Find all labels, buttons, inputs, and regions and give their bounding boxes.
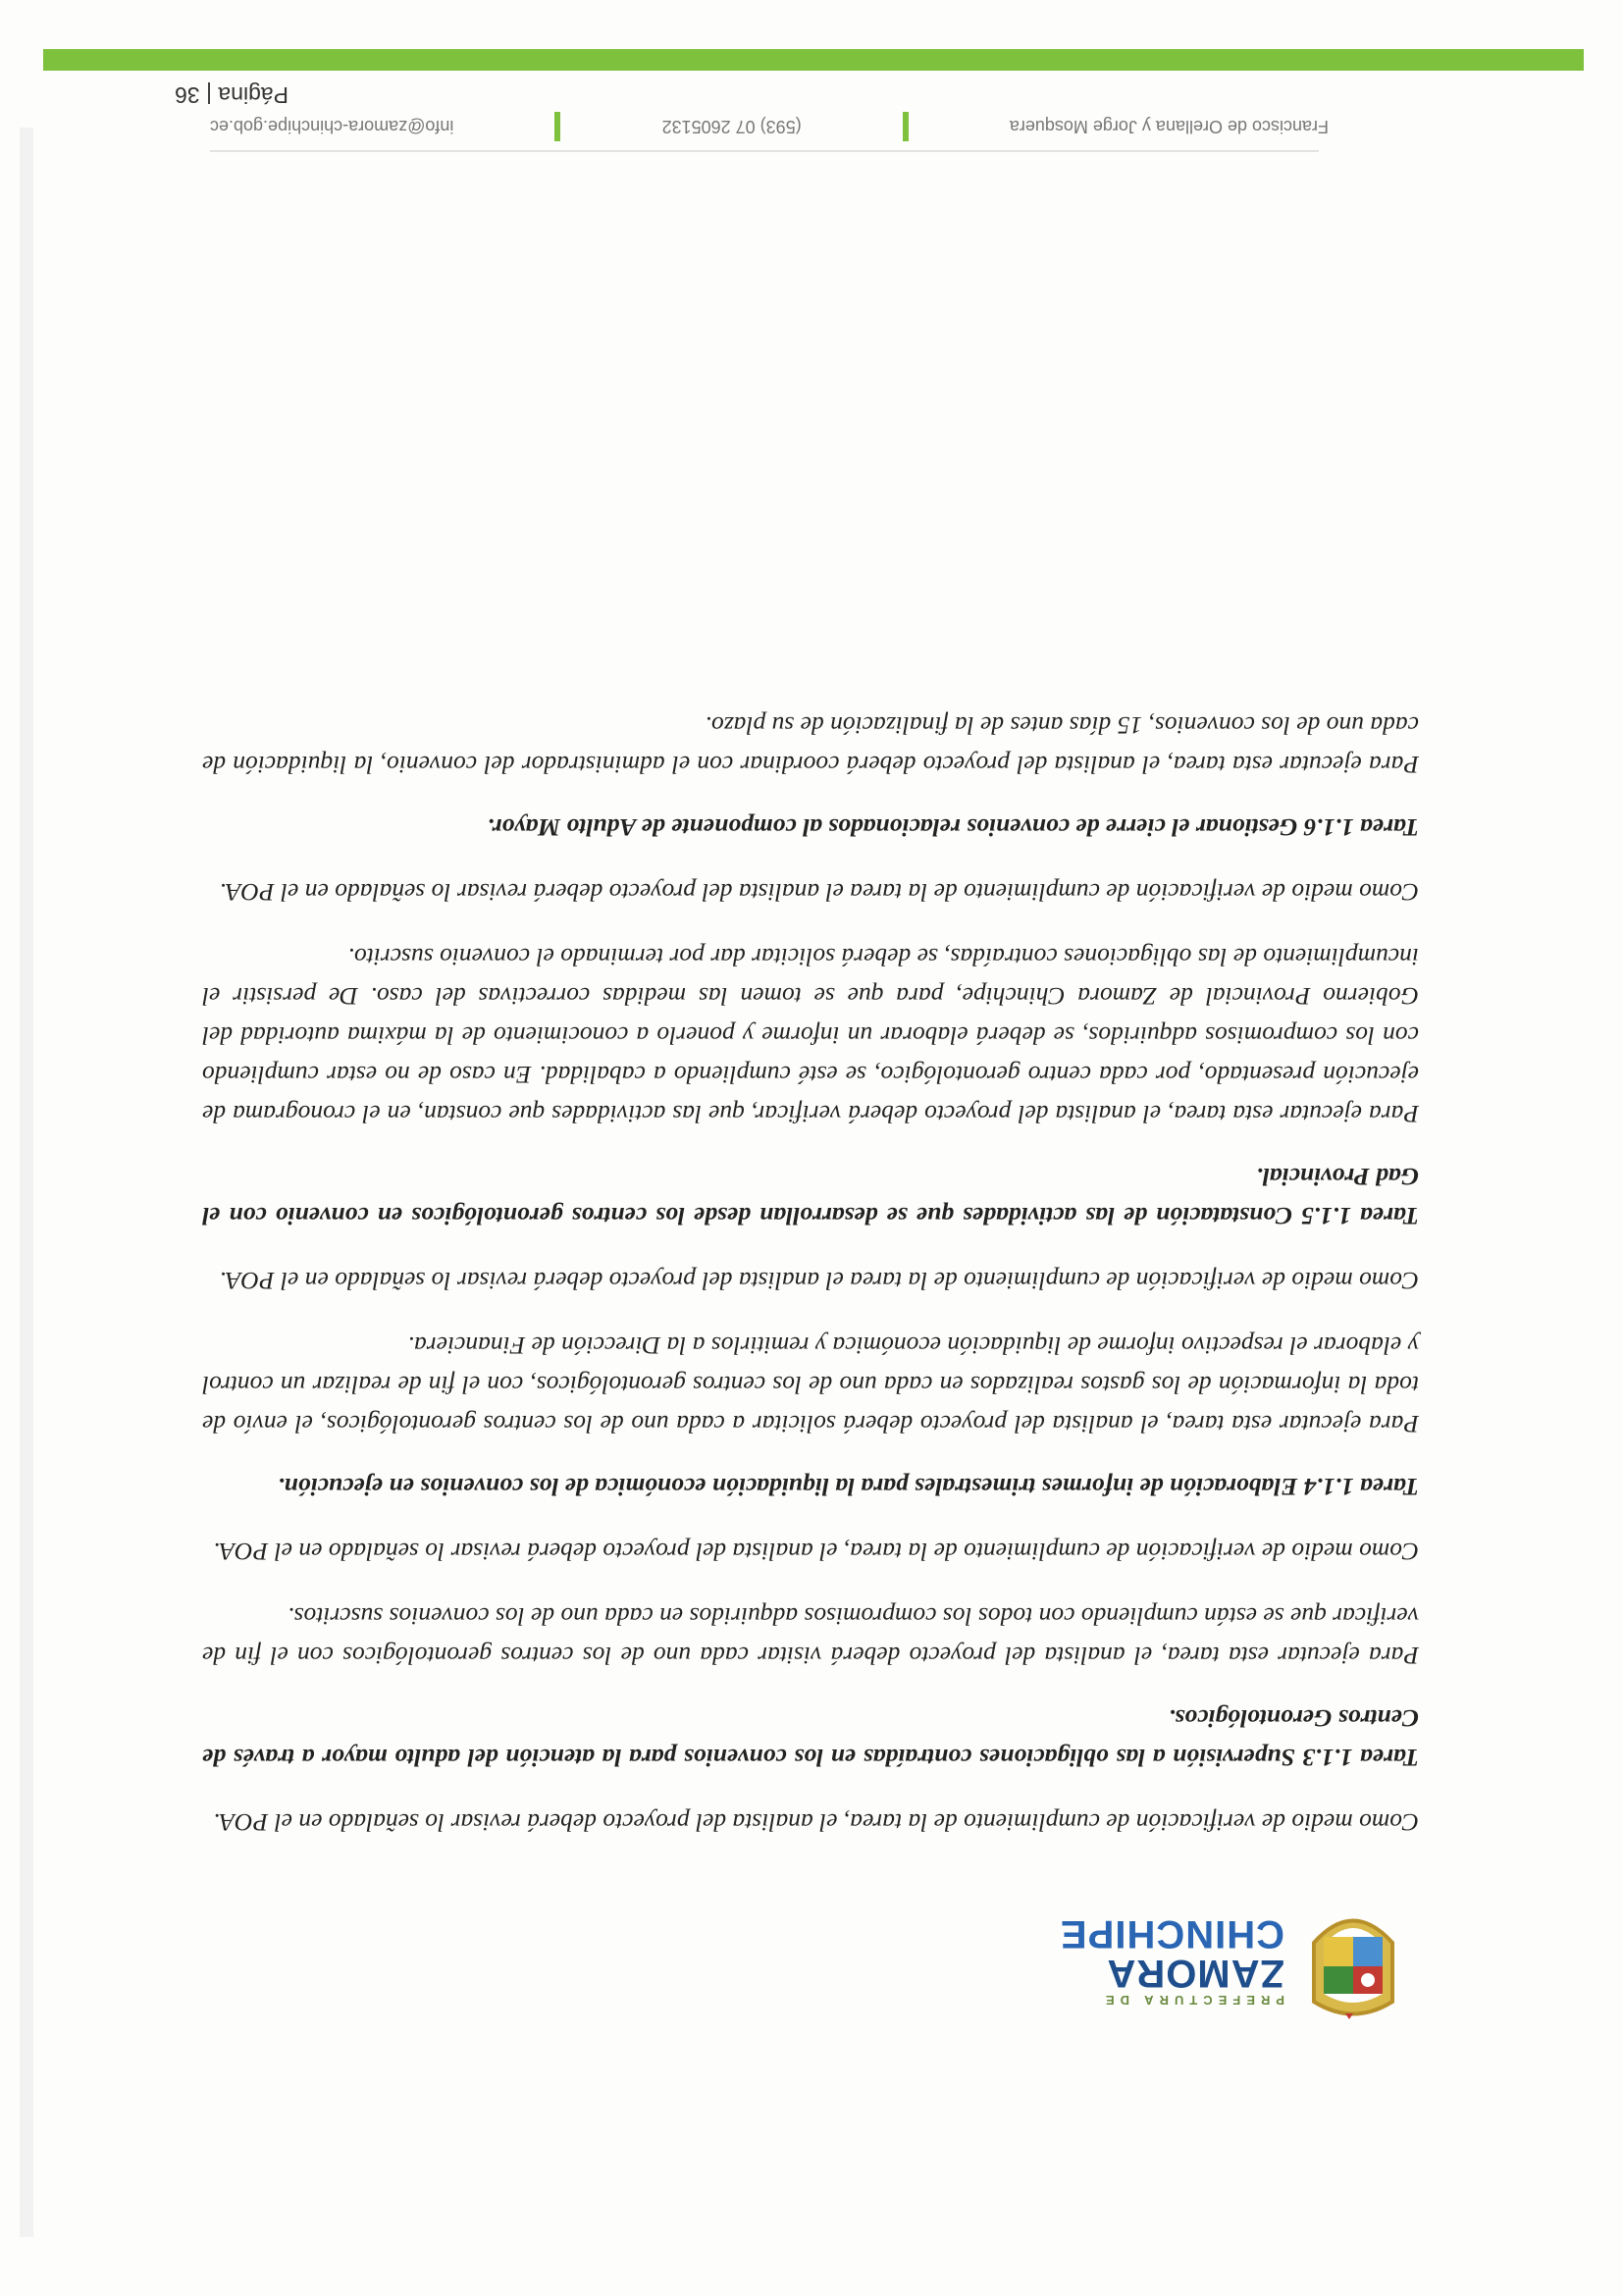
page-header (961, 1894, 1412, 2021)
paragraph-verification-1: Como medio de verificación de cumplimiento de la tarea, el analista del proyecto deberá revisar lo señalado en el POA. (213, 1808, 1419, 1837)
heading-tarea-1-1-4: Tarea 1.1.4 Elaboración de informes trimestrales para la liquidación económica de los convenios en ejecución. (278, 1473, 1419, 1501)
footer-address: Francisco de Orellana y Jorge Mosquera (1009, 117, 1329, 137)
logo-prefix: PREFECTURA DE (1099, 1993, 1284, 2008)
paragraph-verification-2: Como medio de verificación de cumplimiento de la tarea, el analista del proyecto deberá revisar lo señalado en el POA. (213, 1538, 1419, 1566)
heading-tarea-1-1-5: Tarea 1.1.5 Constatación de las actividades que se desarrollan desde los centros gerontológicos en convenio con el Gad Provincial. (202, 1163, 1419, 1230)
footer-divider (210, 150, 1319, 152)
paragraph-cierre: Para ejecutar esta tarea, el analista del proyecto deberá coordinar con el administrador del convenio, la liquidación de cada uno de los convenios, 15 días antes de la finalización de su plazo. (202, 711, 1419, 779)
footer-green-bar (43, 49, 1584, 71)
heading-tarea-1-1-3: Tarea 1.1.3 Supervisión a las obligaciones contraídas en los convenios para la atención del adulto mayor a través de Centros Gerontológicos. (202, 1704, 1419, 1772)
paragraph-constatacion: Para ejecutar esta tarea, el analista del proyecto deberá verificar, que las actividades que constan, en el cronograma de ejecución presentado, por cada centro gerontológico, se esté cumpliendo a cabalidad. En caso de no estar cumpliendo con los compromisos adquiridos, se deberá elaborar un informe y ponerlo a conocimiento de la máxima autoridad del Gobierno Provincial de Zamora Chinchipe, para que se tomen las medidas correctivas del caso. De persistir el incumplimiento de las obligaciones contraídas, se deberá solicitar dar por terminado el convenio suscrito. (202, 943, 1419, 1128)
logo-name-zamora: ZAMORA (1106, 1952, 1284, 1995)
page-footer (210, 112, 1329, 141)
paragraph-verification-4: Como medio de verificación de cumplimiento de la tarea el analista del proyecto deberá revisar lo señalado en el POA. (219, 878, 1419, 907)
document-body (202, 680, 1419, 1842)
heading-tarea-1-1-6: Tarea 1.1.6 Gestionar el cierre de convenios relacionados al componente de Adulto Mayor. (487, 813, 1419, 842)
footer-email: info@zamora-chinchipe.gob.ec (210, 117, 454, 137)
prefecture-coat-of-arms-icon (1294, 1894, 1412, 2021)
footer-phone: (593) 07 2605132 (661, 117, 802, 137)
page-number: Página | 36 (175, 82, 288, 108)
page-edge-shadow (20, 128, 33, 2237)
prefecture-wordmark (1060, 1914, 1284, 2008)
logo-name-chinchipe: CHINCHIPE (1059, 1912, 1284, 1956)
paragraph-informes: Para ejecutar esta tarea, el analista del proyecto deberá solicitar a cada uno de los centros gerontológicos, el envío de toda la información de los gastos realizados en cada uno de los centros gerontológicos, con el fin de realizar un control y elaborar el respectivo informe de liquidación económica y remitirlos a la Dirección de Financiera. (202, 1331, 1419, 1438)
footer-separator (554, 112, 560, 141)
paragraph-supervision: Para ejecutar esta tarea, el analista del proyecto deberá visitar cada uno de los centros gerontológicos con el fin de verificar que se están cumpliendo con todos los compromisos adquiridos en cada uno de los convenios suscritos. (202, 1602, 1419, 1670)
paragraph-verification-3: Como medio de verificación de cumplimiento de la tarea el analista del proyecto deberá revisar lo señalado en el POA. (219, 1267, 1419, 1295)
footer-separator (903, 112, 909, 141)
